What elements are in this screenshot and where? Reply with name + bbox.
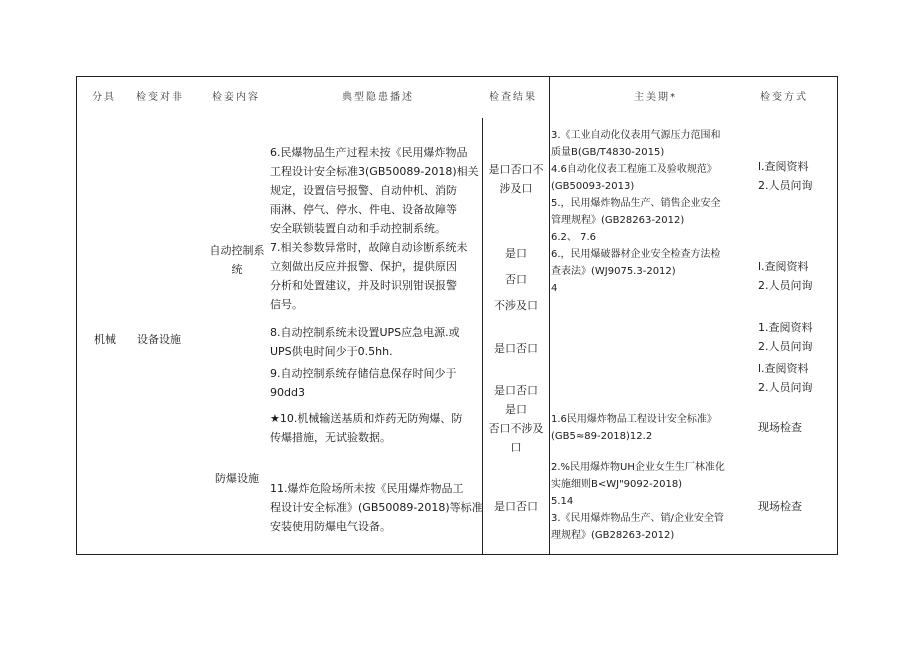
result-item-11[interactable]: 是口否口 (494, 500, 538, 513)
basis-block-10: 1.6民用爆炸物品工程设计安全标准》 (GB5≈89-2018)12.2 (551, 414, 717, 442)
category-cell: 机械 (94, 333, 116, 346)
result-item-9-10[interactable]: 是口否口 是口 否口不涉及 口 (488, 384, 544, 454)
method-item-6: l.查阅资料 2.人员问询 (758, 160, 813, 192)
hazard-item-9: 9.自动控制系统存储信息保存时间少于 90dd3 (270, 367, 457, 399)
header-category: 分具 (92, 92, 116, 103)
method-item-9: l.查阅资料 2.人员问询 (758, 362, 813, 394)
method-item-7: l.查阅资料 2.人员问询 (758, 260, 813, 292)
header-content: 检妾内容 (212, 92, 260, 103)
hazard-item-7: 7.相关参数异常时，故障自动诊断系统未 立刻做出反应并报警、保护，提供原因 分析和处置建议，并及时识别钳误报警 信号。 (270, 241, 468, 311)
content-auto-control: 自动控制系 统 (209, 244, 265, 276)
object-cell: 设备设施 (137, 333, 181, 346)
header-basis: 主美期* (634, 92, 677, 103)
method-item-8: 1.查阅资料 2.人员问询 (758, 321, 813, 353)
hazard-item-6: 6.民爆物品生产过程未按《民用爆炸物品 工程设计安全标准3(GB50089-2018)相关 规定，设置信号报警、自动仲机、消防 雨淋、停气、停水、件电、设备故障等 安全联锁装置自动和手动控制系统。 (270, 146, 479, 235)
header-object: 检变对非 (136, 92, 184, 103)
header-result: 检查结果 (489, 92, 537, 103)
result-item-7[interactable]: 是口 否口 不涉及口 (494, 247, 538, 312)
hazard-item-8: 8.自动控制系统未设置UPS应急电源.或 UPS供电时间少于0.5hh. (270, 326, 460, 358)
hazard-item-10: ★10.机械输送基质和炸药无防殉爆、防 传爆措施，无试验数据。 (270, 412, 463, 444)
method-item-11: 现场检查 (758, 500, 802, 513)
basis-block-11: 2.%民用爆炸物UH企业女生生厂林准化 实施细则B<WJ"9092-2018) 5.14 3.《民用爆炸物品生产、销/企业安全管 理规程》(GB28263-2012) (551, 462, 725, 541)
basis-block-auto-control: 3.《工业自动化仪表用气源压力范围和 质量B(GB/T4830-2015) 4.6自动化仪表工程施工及验收规范》 (GB50093-2013) 5.，民用爆炸物品生产、销售企业安全 管理规程》(GB28263-2012) 6.2、 7.6 6.，民用爆破器材企业安全检查方法检 查表法》(WJ9075.3-2012) 4 (551, 130, 721, 294)
divider-result-right (549, 76, 550, 555)
header-method: 检变方式 (760, 92, 808, 103)
result-item-6[interactable]: 是口否口不 涉及口 (488, 163, 544, 195)
method-item-10: 现场检查 (758, 421, 802, 434)
content-explosion-proof: 防爆设施 (215, 472, 259, 485)
hazard-item-11: 11.爆炸危险场所未按《民用爆炸物品工 程设计安全标准》(GB50089-2018)等标准 安装使用防爆电气设备。 (270, 482, 483, 533)
header-hazard: 典型隐患播述 (342, 92, 414, 103)
result-item-8[interactable]: 是口否口 (494, 342, 538, 355)
